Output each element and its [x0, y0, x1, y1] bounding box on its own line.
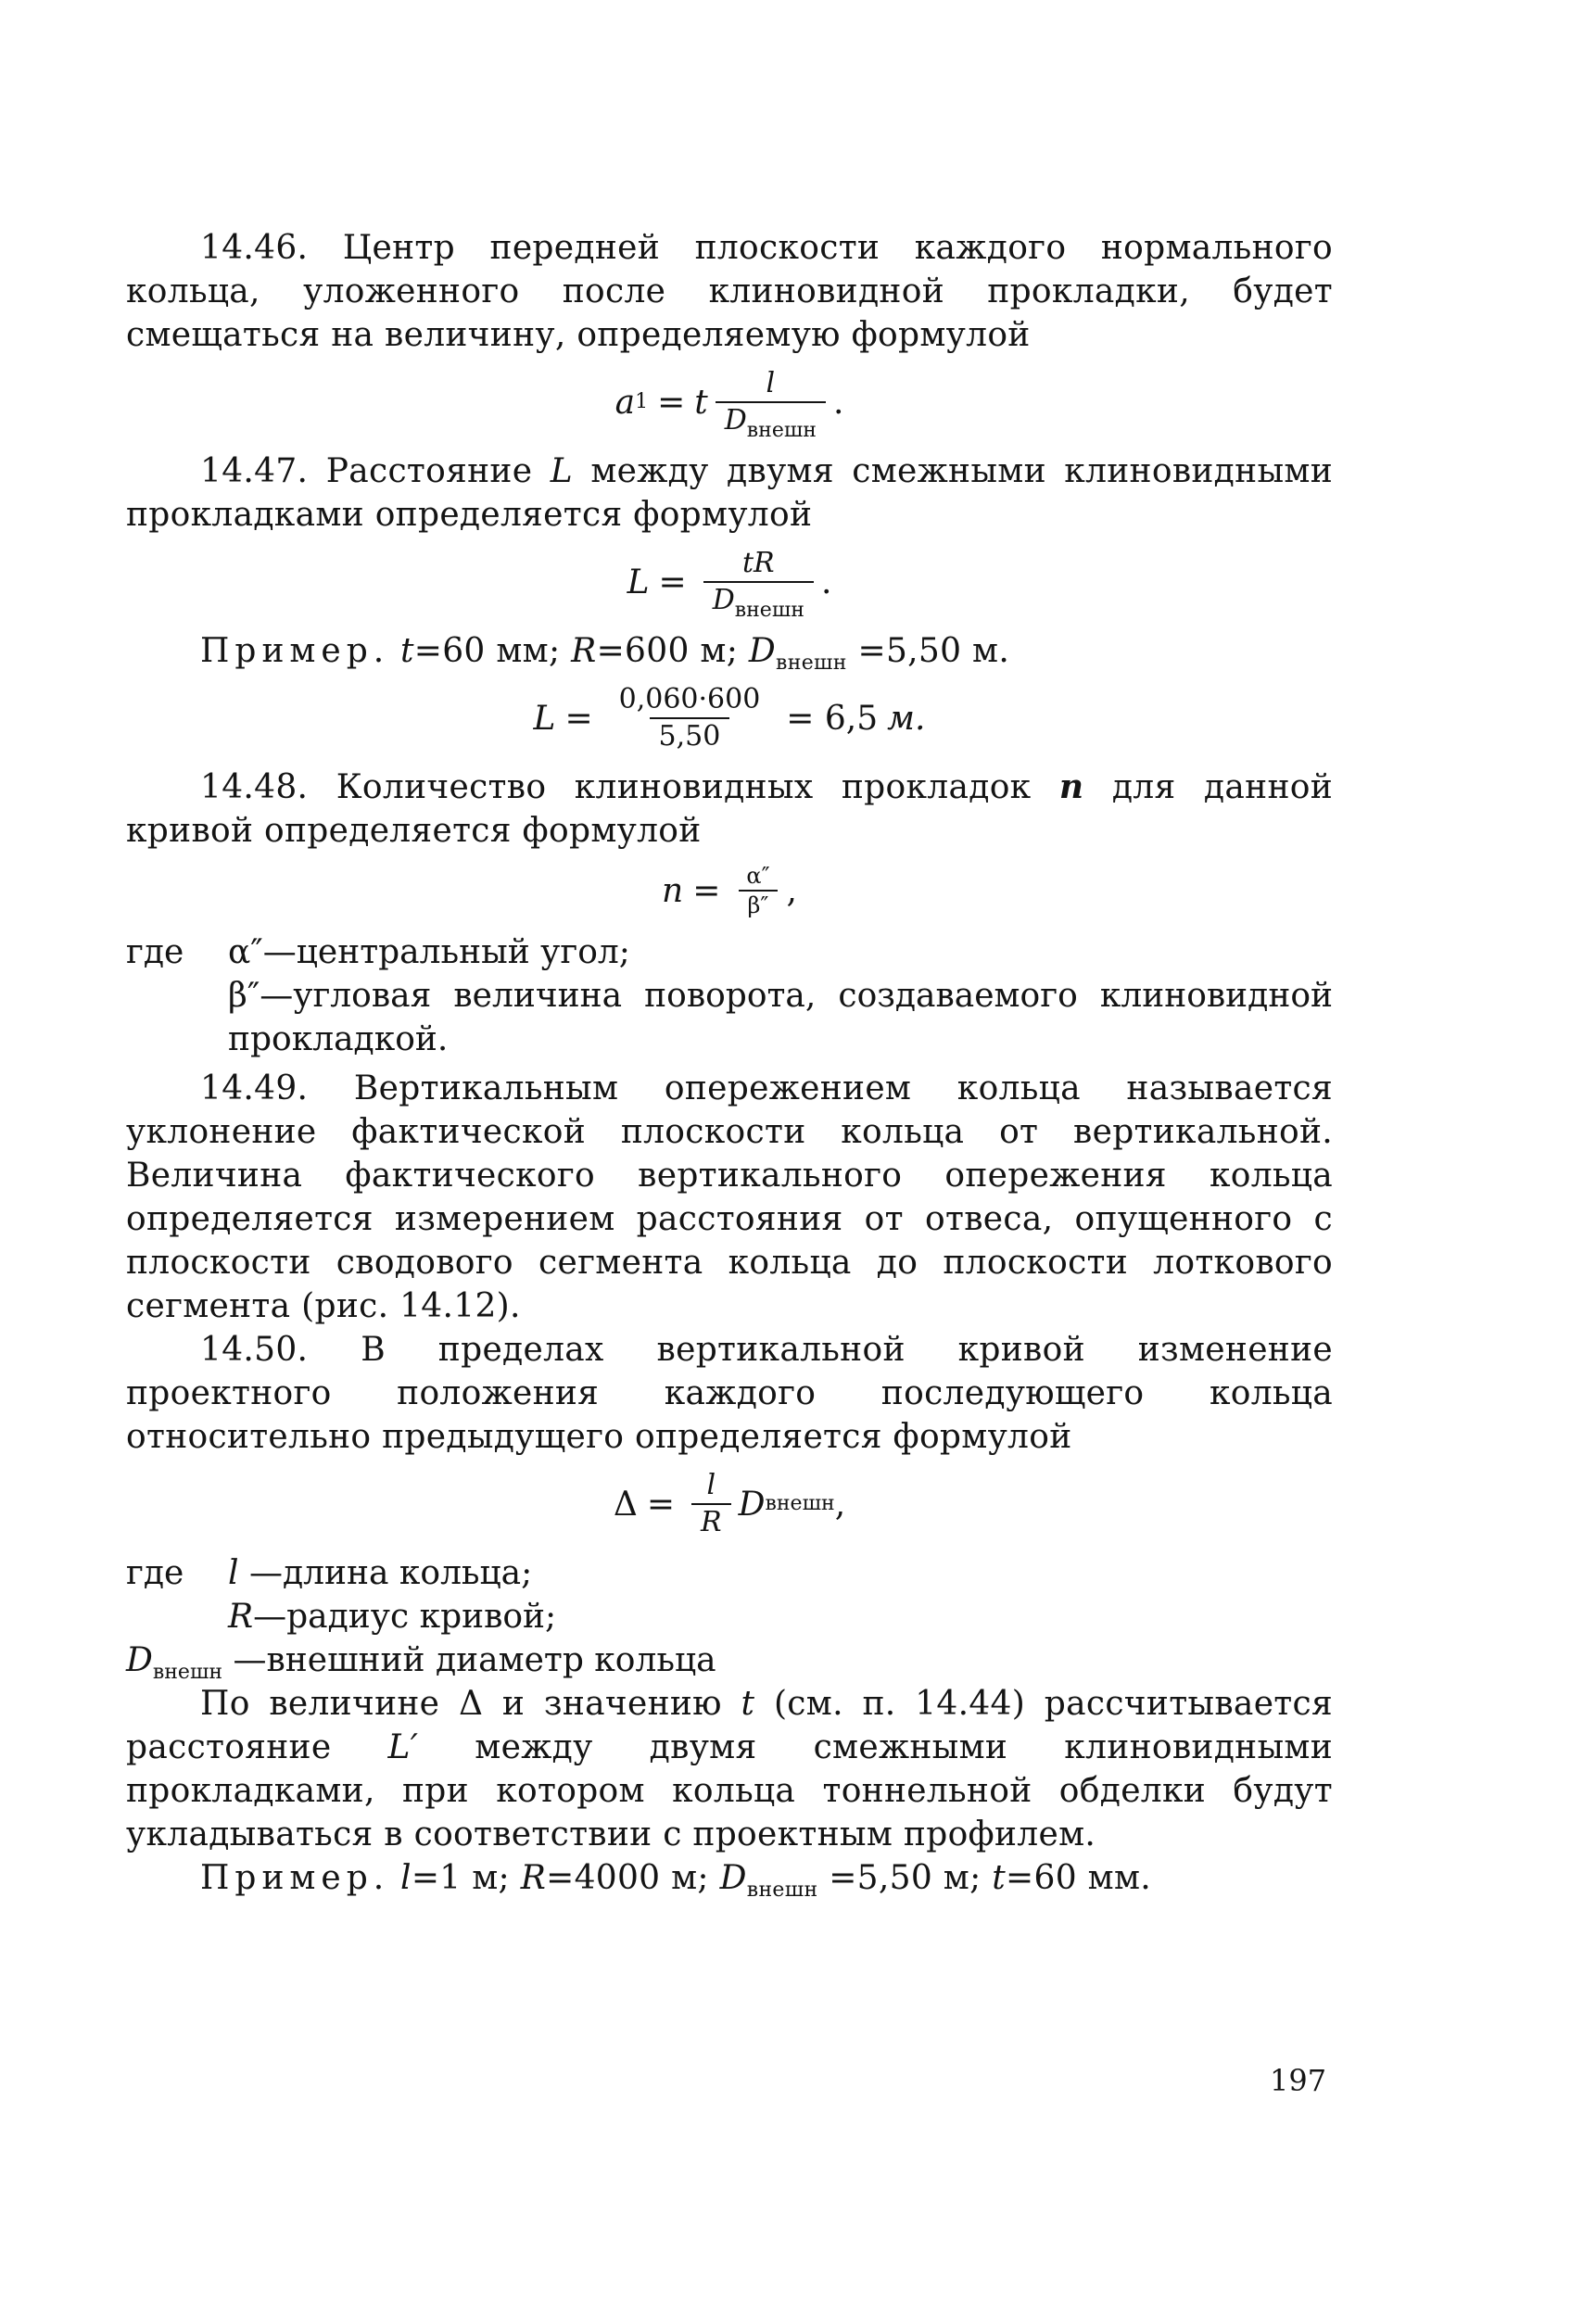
fraction: $\frac{0,060\cdot 600}{5,50}$ [618, 683, 761, 753]
formula-a1: a 1 = t $\frac{l}{D_{внешн}}$ . [614, 367, 844, 442]
section-text: Центр передней плоскости каждого нормального кольца, уложенного после клиновидной прокладки, будет смещаться на величину, определяемую формулой [126, 229, 1333, 354]
formula-L-example: L = $\frac{0,060\cdot 600}{5,50}$ = 6,5 м. [533, 683, 926, 753]
example-1: Пример. t=60 мм; R=600 м; $D_{внешн} =5,50$ м. [200, 632, 1010, 675]
fraction: $\frac{l}{R}$ [691, 1468, 731, 1540]
page-number: 197 [1270, 2063, 1327, 2098]
fraction: $\frac{tR}{D_{внешн}}$ [703, 546, 814, 618]
formula-L: L = $\frac{tR}{D_{внешн}}$ . [627, 547, 832, 622]
section-14-50: 14.50. В пределах вертикальной кривой изменение проектного положения каждого последующего кольца относительно предыдущего определяется формулой [126, 1331, 1333, 1456]
section-14-46 [126, 226, 1333, 357]
fraction: $\frac{l}{D_{внешн}}$ [716, 366, 826, 438]
section-number: 14.46. [200, 229, 309, 267]
fraction: $\frac{\alpha''}{\beta''}$ [737, 862, 779, 919]
section-14-48: 14.48. Количество клиновидных прокладок n для данной кривой определяется формулой [126, 767, 1334, 850]
example-2: Пример. l=1 м; R=4000 м; $D_{внешн} =5,50$ м; t=60 мм. [200, 1859, 1151, 1902]
section-14-49: 14.49. Вертикальным опережением кольца называется уклонение фактической плоскости кольца от вертикальной. Величина фактического вертикального опережения кольца определяется измерением расстояния от отвеса, опущенного с плоскости сводового сегмента кольца до плоскости лоткового сегмента (рис. 14.12). [126, 1069, 1334, 1325]
paragraph-final: По величине Δ и значению t (см. п. 14.44) рассчитывается расстояние L′ между двумя смежными клиновидными прокладками, при котором кольца тоннельной обделки будут укладываться в соответствии с проектным профилем. [126, 1685, 1334, 1853]
section-14-47: 14.47. Расстояние L между двумя смежными клиновидными прокладками определяется формулой [126, 452, 1333, 534]
formula-n: n = $\frac{\alpha''}{\beta''}$ , [662, 863, 797, 918]
legend-where-1: где α″—центральный угол; β″—угловая величина поворота, создаваемого клиновидной прокладкой. [126, 933, 1333, 1058]
formula-delta: Δ = $\frac{l}{R}$ D внешн , [613, 1469, 846, 1538]
legend-where-2: где l —длина кольца; R—радиус кривой; $D_{внешн}$ —внешний диаметр кольца [126, 1554, 716, 1684]
